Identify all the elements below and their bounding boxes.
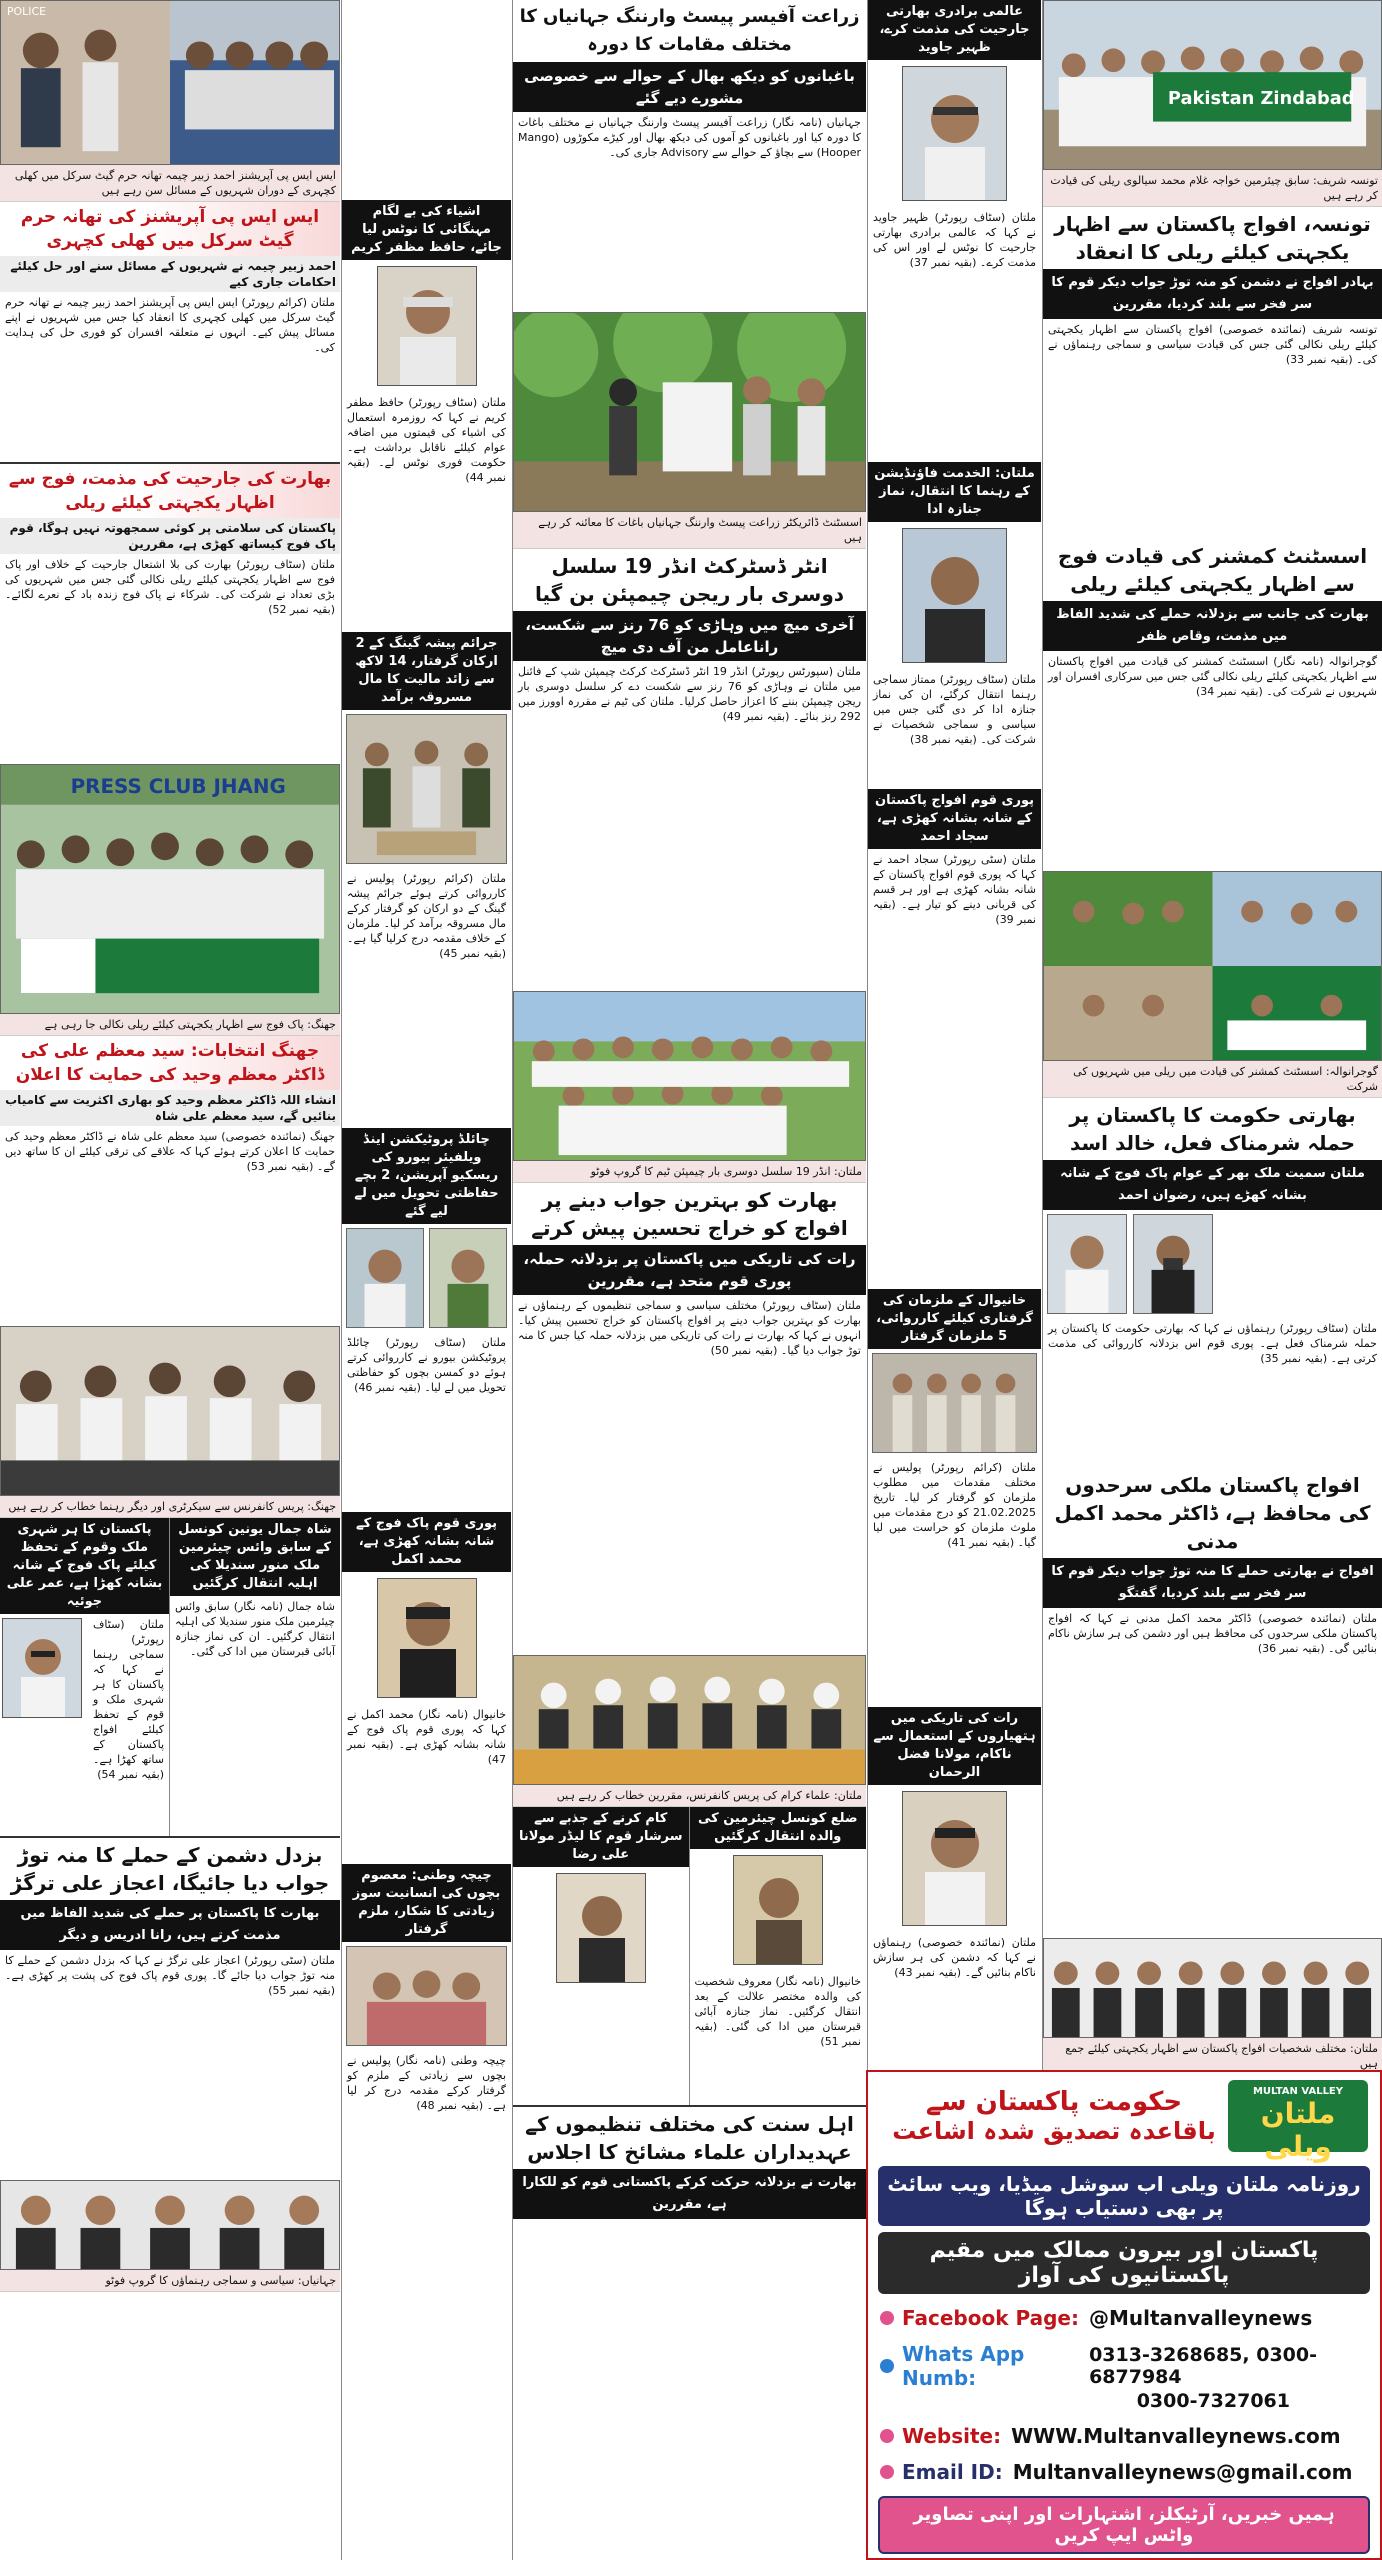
headline: ضلع کونسل چیئرمین کی والدہ انتقال کرگئیں <box>690 1807 867 1849</box>
article-body: ملتان (سٹاف رپورٹر) ظہیر جاوید نے کہا کہ عالمی برادری بھارتی جارحیت کا نوٹس لے اور اس کی مذمت کرے۔ (بقیہ نمبر 37) <box>873 211 1036 269</box>
article-body: ملتان (سٹاف رپورٹر) رہنماؤں نے کہا کہ بھارتی حکومت کا پاکستان پر حملہ شرمناک فعل ہے۔ پوری قوم اس بزدلانہ کارروائی کی مذمت کرتی ہے۔ (بقیہ نمبر 35) <box>1048 1322 1377 1365</box>
article-body: ملتان (سٹاف رپورٹر) ممتاز سماجی رہنما انتقال کرگئے، ان کی نماز جنازہ ادا کر دی گئی جس میں سیاسی و سماجی شخصیات نے شرکت کی۔ (بقیہ نمبر 38) <box>873 673 1036 746</box>
gov-line-1: حکومت پاکستان سے <box>925 2087 1183 2117</box>
headline-cowardly-enemy: بزدل دشمن کے حملے کا منہ توڑ جواب دیا جائیگا، اعجاز علی ترگڑ <box>10 1843 330 1895</box>
bullet-icon <box>880 2429 894 2443</box>
photo-taunsa-rally <box>1043 0 1382 170</box>
facebook-page-link[interactable]: @Multanvalleynews <box>1088 2306 1313 2330</box>
article-body: گوجرانوالہ (نامہ نگار) اسسٹنٹ کمشنر کی قیادت میں افواج پاکستان سے اظہار یکجہتی کیلئے ریلی نکالی گئی جس میں سرکاری افسران اور شہریوں نے شرکت کی۔ (بقیہ نمبر 34) <box>1048 655 1377 698</box>
bullet-icon <box>880 2311 894 2325</box>
article-body: ملتان (سٹی رپورٹر) سجاد احمد نے کہا کہ پوری قوم افواج پاکستان کے شانہ بشانہ کھڑی ہے اور ہر قسم کی قربانی دینے کو تیار ہے۔ (بقیہ نمبر 39) <box>873 853 1036 926</box>
subheadline: باغبانوں کو دیکھ بھال کے حوالے سے خصوصی مشورے دیے گئے <box>513 62 866 112</box>
voice-banner: پاکستان اور بیرون ممالک میں مقیم پاکستانیوں کی آواز <box>878 2232 1370 2294</box>
photo-press-club-rally <box>0 764 340 1014</box>
subheadline: بہادر افواج نے دشمن کو منہ توڑ جواب دیکر قوم کا سر فخر سے بلند کردیا، مقررین <box>1043 269 1382 319</box>
subheadline: ملتان سمیت ملک بھر کے عوام پاک فوج کے شانہ بشانہ کھڑے ہیں، رضوان احمد <box>1043 1160 1382 1210</box>
photo-personalities-strip <box>1043 1938 1382 2038</box>
article-body: ملتان (سٹاف رپورٹر) چائلڈ پروٹیکشن بیورو نے کارروائی کرتے ہوئے دو کمسن بچوں کو حفاظتی تحویل میں لے لیا۔ (بقیہ نمبر 46) <box>347 1336 506 1394</box>
child-photo <box>429 1228 507 1328</box>
subheadline: افواج نے بھارتی حملے کا منہ توڑ جواب دیکر قوم کا سر فخر سے بلند کردیا، گفتگو <box>1043 1558 1382 1608</box>
photo-press-conference <box>0 1326 340 1496</box>
email-link[interactable]: Multanvalleynews@gmail.com <box>1012 2460 1353 2484</box>
facebook-label: Facebook Page: <box>902 2306 1079 2330</box>
multan-valley-logo <box>1228 2080 1368 2163</box>
news-box-leader <box>513 1807 690 2105</box>
portrait-photo <box>902 1791 1007 1926</box>
photo-arrest <box>346 714 507 864</box>
short-news-row <box>0 1518 340 1838</box>
subheadline: احمد زبیر چیمہ نے شہریوں کے مسائل سنے اور حل کیلئے احکامات جاری کیے <box>0 256 340 292</box>
headline-taunsa-rally: تونسہ، افواج پاکستان سے اظہار یکجہتی کیلئے ریلی کا انعقاد <box>1054 212 1371 264</box>
photo-caption: ملتان: علماء کرام کی پریس کانفرنس، مقررین خطاب کر رہے ہیں <box>513 1785 866 1807</box>
subheadline: آخری میچ میں وہاڑی کو 76 رنز سے شکست، راناعامل من آف دی میچ <box>513 611 866 661</box>
headline-open-court: ایس ایس پی آپریشنز کی تھانہ حرم گیٹ سرکل میں کھلی کچہری <box>0 202 340 256</box>
photo-caption: گوجرانوالہ: اسسٹنٹ کمشنر کی قیادت میں ریلی میں شہریوں کی شرکت <box>1043 1061 1382 1098</box>
website-label: Website: <box>902 2424 1002 2448</box>
column-1 <box>0 0 340 2560</box>
article-body: ملتان (نمائندہ خصوصی) رہنماؤں نے کہا کہ دشمن کی ہر سازش ناکام بنائیں گے۔ (بقیہ نمبر 43) <box>873 1936 1036 1979</box>
short-news-row <box>513 1807 866 2107</box>
article-body: ملتان (سٹاف رپورٹر) سماجی رہنما نے کہا کہ پاکستان کا ہر شہری ملک و قوم کے تحفظ کیلئے افواج پاکستان کے ساتھ کھڑا ہے۔ (بقیہ نمبر 54) <box>93 1618 164 1781</box>
whatsapp-row-2 <box>868 2390 1380 2418</box>
logo-subtitle: MULTAN VALLEY <box>1252 2086 1344 2097</box>
photo-group-portraits <box>0 2180 340 2270</box>
news-box-obituary-2 <box>690 1807 867 2105</box>
gov-line-2: باقاعدہ تصدیق شدہ اشاعت <box>892 2117 1216 2145</box>
column-2 <box>341 0 511 2560</box>
children-photos <box>342 1224 511 1332</box>
article-body: ملتان (سٹاف رپورٹر) بھارت کی بلا اشتعال جارحیت کے خلاف اور پاک فوج سے اظہار یکجہتی کیلئے ریلی نکالی گئی جس میں شہریوں کی بڑی تعداد نے شرکت کی۔ شرکاء نے پاک فوج زندہ باد کے نعرے لگائے۔ (بقیہ نمبر 52) <box>5 558 335 616</box>
bullet-icon <box>880 2359 894 2373</box>
headline-funeral: ملتان: الخدمت فاؤنڈیشن کے رہنما کا انتقال، نماز جنازہ ادا <box>868 462 1041 522</box>
ad-header <box>868 2072 1380 2163</box>
headline-nation-with-army: پوری قوم پاک فوج کے شانہ بشانہ کھڑی ہے، محمد اکمل <box>342 1512 511 1572</box>
photo-caption: اسسٹنٹ ڈائریکٹر زراعت پیسٹ وارننگ جہانیاں باغات کا معائنہ کر رہے ہیں <box>513 512 866 549</box>
email-row <box>868 2454 1380 2490</box>
headline-nation-shoulder: پوری قوم افواج پاکستان کے شانہ بشانہ کھڑی ہے، سجاد احمد <box>868 789 1041 849</box>
article-body: ملتان (نمائندہ خصوصی) ڈاکٹر محمد اکمل مدنی نے کہا کہ افواج پاکستان ملکی سرحدوں کی محافظ ہیں اور دشمن کی ہر سازش ناکام بنائیں گی۔ (بقیہ نمبر 36) <box>1048 1612 1377 1655</box>
article-body: خانیوال (نامہ نگار) محمد اکمل نے کہا کہ پوری قوم پاک فوج کے شانہ بشانہ کھڑی ہے۔ (بقیہ نمبر 47) <box>347 1708 506 1766</box>
article-body: جھنگ (نمائندہ خصوصی) سید معظم علی شاہ نے ڈاکٹر معظم وحید کی حمایت کا اعلان کرتے ہوئے کہا کہ علاقے کی ترقی کیلئے ان کا ساتھ دیں گے۔ (بقیہ نمبر 53) <box>5 1130 335 1173</box>
article-body: ملتان (کرائم رپورٹر) پولیس نے مختلف مقدمات میں مطلوب ملزمان کو گرفتار کر لیا۔ تاریخ 21.02.2025 کو درج مقدمات میں ملوث ملزمان کو حراست میں لیا گیا۔ (بقیہ نمبر 41) <box>873 1461 1036 1549</box>
photo-caption: تونسہ شریف: سابق چیئرمین خواجہ غلام محمد سیالوی ریلی کی قیادت کر رہے ہیں <box>1043 170 1382 207</box>
portrait-photo <box>2 1618 82 1718</box>
website-row <box>868 2418 1380 2454</box>
whatsapp-us-banner: ہمیں خبریں، آرٹیکلز، اشتہارات اور اپنی تصاویر واٹس ایپ کریں <box>878 2496 1370 2554</box>
photo-ulema-conference <box>513 1655 866 1785</box>
subheadline: بھارت کا پاکستان پر حملے کی شدید الفاظ میں مذمت کرتے ہیں، رانا ادریس و دیگر <box>0 1900 340 1950</box>
article-body: ملتان (کرائم رپورٹر) پولیس نے کارروائی کرتے ہوئے جرائم پیشہ گینگ کے دو ارکان کو گرفتار کرکے مال مسروقہ برآمد کر لیا۔ ملزمان کے خلاف مقدمہ درج کرلیا گیا ہے۔ (بقیہ نمبر 45) <box>347 872 506 960</box>
portrait-photo <box>902 66 1007 201</box>
email-label: Email ID: <box>902 2460 1003 2484</box>
portrait-photo <box>377 266 477 386</box>
logo-title: ملتان ویلی <box>1260 2097 1336 2163</box>
headline-ahle-sunnat: اہل سنت کی مختلف تنظیموں کے عہدیداران علماء مشائخ کا اجلاس <box>525 2112 854 2164</box>
social-media-banner: روزنامہ ملتان ویلی اب سوشل میڈیا، ویب سائٹ پر بھی دستیاب ہوگا <box>878 2166 1370 2226</box>
photo-suspects <box>872 1353 1037 1453</box>
portrait-photo <box>1047 1214 1127 1314</box>
portrait-photo <box>902 528 1007 663</box>
headline-inflation: اشیاء کی بے لگام مہنگائی کا نوٹس لیا جائے، حافظ مظفر کریم <box>342 200 511 260</box>
headline-agriculture-officer: زراعت آفیسر پیسٹ وارننگ جہانیاں کا مختلف مقامات کا دورہ <box>519 6 860 55</box>
whatsapp-numbers[interactable]: 0313-3268685, 0300-6877984 <box>1089 2344 1317 2388</box>
article-body: شاہ جمال (نامہ نگار) سابق وائس چیئرمین ملک منور سندیلا کی اہلیہ انتقال کرگئیں۔ ان کی نماز جنازہ آبائی قبرستان میں ادا کی گئی۔ <box>175 1600 335 1658</box>
subheadline: رات کی تاریکی میں پاکستان پر بزدلانہ حملہ، پوری قوم متحد ہے، مقررین <box>513 1245 866 1295</box>
bullet-icon <box>880 2465 894 2479</box>
svg-text:POLICE: POLICE <box>6 4 46 18</box>
photo-caption: ملتان: مختلف شخصیات افواج پاکستان سے اظہار یکجہتی کیلئے جمع ہیں <box>1043 2038 1382 2075</box>
article-body: ملتان (سٹی رپورٹر) اعجاز علی ترگڑ نے کہا کہ بزدل دشمن کے حملے کا منہ توڑ جواب دیا جائے گا۔ پوری قوم پاک فوج کی پشت پر کھڑی ہے۔ (بقیہ نمبر 55) <box>5 1954 335 1997</box>
article-body: جہانیاں (نامہ نگار) زراعت آفیسر پیسٹ وارننگ جہانیاں نے مختلف باغات کا دورہ کیا اور باغبانوں کو آموں کی دیکھ بھال اور کیڑے مکوڑوں (Mango Hooper) سے بچاؤ کے حوالے سے Advisory جاری کی۔ <box>518 116 861 159</box>
photo-caption: جھنگ: پاک فوج سے اظہار یکجہتی کیلئے ریلی نکالی جا رہی ہے <box>0 1014 340 1036</box>
photo-caption: جہانیاں: سیاسی و سماجی رہنماؤں کا گروپ فوٹو <box>0 2270 340 2292</box>
headline-world-community: عالمی برادری بھارتی جارحیت کی مذمت کرے، ظہیر جاوید <box>868 0 1041 60</box>
article-body: ملتان (سٹاف رپورٹر) مختلف سیاسی و سماجی تنظیموں کے رہنماؤں نے بھارت کو بہترین جواب دینے پر افواج پاکستان کو خراج تحسین پیش کیا۔ انہوں نے کہا کہ بھارت نے رات کی تاریکی میں بزدلانہ حملہ کیا جس کا منہ توڑ جواب دیا گیا۔ (بقیہ نمبر 50) <box>518 1299 861 1357</box>
photo-cricket-team <box>513 991 866 1161</box>
press-club-banner: PRESS CLUB JHANG <box>70 774 286 798</box>
headline-assistant-commissioner-rally: اسسٹنٹ کمشنر کی قیادت فوج سے اظہار یکجہتی کیلئے ریلی <box>1057 544 1368 596</box>
article-body: ملتان (سپورٹس رپورٹر) انڈر 19 انٹر ڈسٹرکٹ کرکٹ چیمپئن شپ کے فائنل میں ملتان نے وہاڑی کو 76 رنز سے شکست دے کر سلسل دوسری بار ریجن چیمپئن بننے کا اعزاز حاصل کرلیا۔ ملتان کی ٹیم نے مقررہ اوورز میں 292 رنز بنائے۔ (بقیہ نمبر 49) <box>518 665 862 723</box>
article-body: ملتان (سٹاف رپورٹر) حافظ مظفر کریم نے کہا کہ روزمرہ استعمال کی اشیاء کی قیمتوں میں اضافہ عوام کیلئے ناقابل برداشت ہے۔ حکومت فوری نوٹس لے۔ (بقیہ نمبر 44) <box>347 396 506 484</box>
headline-chichawatni: چیچہ وطنی: معصوم بچوں کی انسانیت سوز زیادتی کا شکار، ملزم گرفتار <box>342 1864 511 1942</box>
column-3 <box>512 0 866 2560</box>
photo-mango-orchard <box>513 312 866 512</box>
subheadline: بھارت کی جانب سے بزدلانہ حملے کی شدید الفاظ میں مذمت، وقاص ظفر <box>1043 601 1382 651</box>
subheadline: انشاء اللہ ڈاکٹر معظم وحید کو بھاری اکثریت سے کامیاب بنائیں گے، سید معظم علی شاہ <box>0 1090 340 1126</box>
website-link[interactable]: WWW.Multanvalleynews.com <box>1011 2424 1341 2448</box>
headline-armed-forces-guardians: افواج پاکستان ملکی سرحدوں کی محافظ ہے، ڈاکٹر محمد اکمل مدنی <box>1054 1473 1371 1553</box>
photo-children <box>346 1946 507 2046</box>
article-body: ملتان (کرائم رپورٹر) ایس ایس پی آپریشنز احمد زبیر چیمہ نے تھانہ حرم گیٹ سرکل میں کھلی کچہری کا انعقاد کیا جس میں شہریوں نے اپنے مسائل پیش کیے۔ انہوں نے متعلقہ افسران کو فوری حل کی ہدایت کی۔ <box>5 296 335 354</box>
article-body: چیچہ وطنی (نامہ نگار) پولیس نے بچوں سے زیادتی کے ملزم کو گرفتار کرکے مقدمہ درج کر لیا ہے۔ (بقیہ نمبر 48) <box>347 2054 506 2112</box>
photo-caption: ملتان: انڈر 19 سلسل دوسری بار چیمپئن ٹیم کا گروپ فوٹو <box>513 1161 866 1183</box>
article-body: تونسہ شریف (نمائندہ خصوصی) افواج پاکستان سے اظہار یکجہتی کیلئے ریلی نکالی گئی جس کی قیادت سیاسی و سماجی رہنماؤں نے کی۔ (بقیہ نمبر 33) <box>1048 323 1377 366</box>
subheadline: پاکستان کی سلامتی پر کوئی سمجھوتہ نہیں ہوگا، قوم پاک فوج کیساتھ کھڑی ہے، مقررین <box>0 518 340 554</box>
whatsapp-label: Whats App Numb: <box>902 2342 1025 2390</box>
portrait-photo <box>377 1578 477 1698</box>
subheadline: بھارت نے بزدلانہ حرکت کرکے پاکستانی قوم کو للکارا ہے، مقررین <box>513 2169 866 2219</box>
headline: کام کرنے کے جذبے سے سرشار قوم کا لیڈر مولانا علی رضا <box>513 1807 689 1867</box>
portrait-photo <box>556 1873 646 1983</box>
photo-open-court <box>0 0 340 165</box>
photo-rally-collage <box>1043 871 1382 1061</box>
headline-suspects-arrested: خانیوال کے ملزمان کی گرفتاری کیلئے کارروائی، 5 ملزمان گرفتار <box>868 1289 1041 1349</box>
news-box-obituary <box>170 1518 340 1836</box>
headline: پاکستان کا ہر شہری ملک وقوم کے تحفظ کیلئے پاک فوج کے شانہ بشانہ کھڑا ہے، عمر علی جوئیہ <box>0 1518 169 1614</box>
headline-u19-champion: انٹر ڈسٹرکٹ انڈر 19 سلسل دوسری بار ریجن چیمپئن بن گیا <box>534 554 845 606</box>
headline-indian-attack-shameful: بھارتی حکومت کا پاکستان پر حملہ شرمناک فعل، خالد اسد <box>1069 1103 1356 1155</box>
headline-tribute-armed-forces: بھارت کو بہترین جواب دینے پر افواج کو خراج تحسین پیش کرتے <box>531 1188 848 1240</box>
facebook-row <box>868 2300 1380 2336</box>
portrait-photo <box>733 1855 823 1965</box>
portrait-photo <box>1133 1214 1213 1314</box>
headline: شاہ جمال یونین کونسل کے سابق وائس چیئرمین ملک منور سندیلا کی اہلیہ انتقال کرگئیں <box>170 1518 340 1596</box>
headline-child-protection: چائلڈ پروٹیکشن اینڈ ویلفیئر بیورو کی ریسکیو آپریشن، 2 بچے حفاظتی تحویل میں لے لیے گئے <box>342 1128 511 1224</box>
headline-jhang-elections: جھنگ انتخابات: سید معظم علی کی ڈاکٹر معظم وحید کی حمایت کا اعلان <box>0 1036 340 1090</box>
whatsapp-number-2[interactable]: 0300-7327061 <box>1136 2390 1290 2412</box>
photo-caption: جھنگ: پریس کانفرنس سے سیکرٹری اور دیگر رہنما خطاب کر رہے ہیں <box>0 1496 340 1518</box>
headline-rally-condemnation: بھارت کی جارحیت کی مذمت، فوج سے اظہار یکجہتی کیلئے ریلی <box>0 464 340 518</box>
rally-banner-text: Pakistan Zindabad <box>1167 87 1355 109</box>
news-box-citizen <box>0 1518 170 1836</box>
multan-valley-ad <box>866 2070 1382 2560</box>
portraits-pair <box>1043 1210 1382 1318</box>
headline-darkness-attack: رات کی تاریکی میں ہتھیاروں کے استعمال سے ناکام، مولانا فضل الرحمان <box>868 1707 1041 1785</box>
article-body: خانیوال (نامہ نگار) معروف شخصیت کی والدہ مختصر علالت کے بعد انتقال کرگئیں۔ نماز جنازہ آبائی قبرستان میں ادا کی گئی۔ (بقیہ نمبر 51) <box>694 1975 861 2048</box>
photo-caption: ایس ایس پی آپریشنز احمد زبیر چیمہ تھانہ حرم گیٹ سرکل میں کھلی کچہری کے دوران شہریوں کے مسائل سن رہے ہیں <box>0 165 340 202</box>
headline-gang-arrested: جرائم پیشہ گینگ کے 2 ارکان گرفتار، 14 لاکھ سے زائد مالیت کا مال مسروقہ برآمد <box>342 632 511 710</box>
whatsapp-row <box>868 2336 1380 2390</box>
child-photo <box>346 1228 424 1328</box>
